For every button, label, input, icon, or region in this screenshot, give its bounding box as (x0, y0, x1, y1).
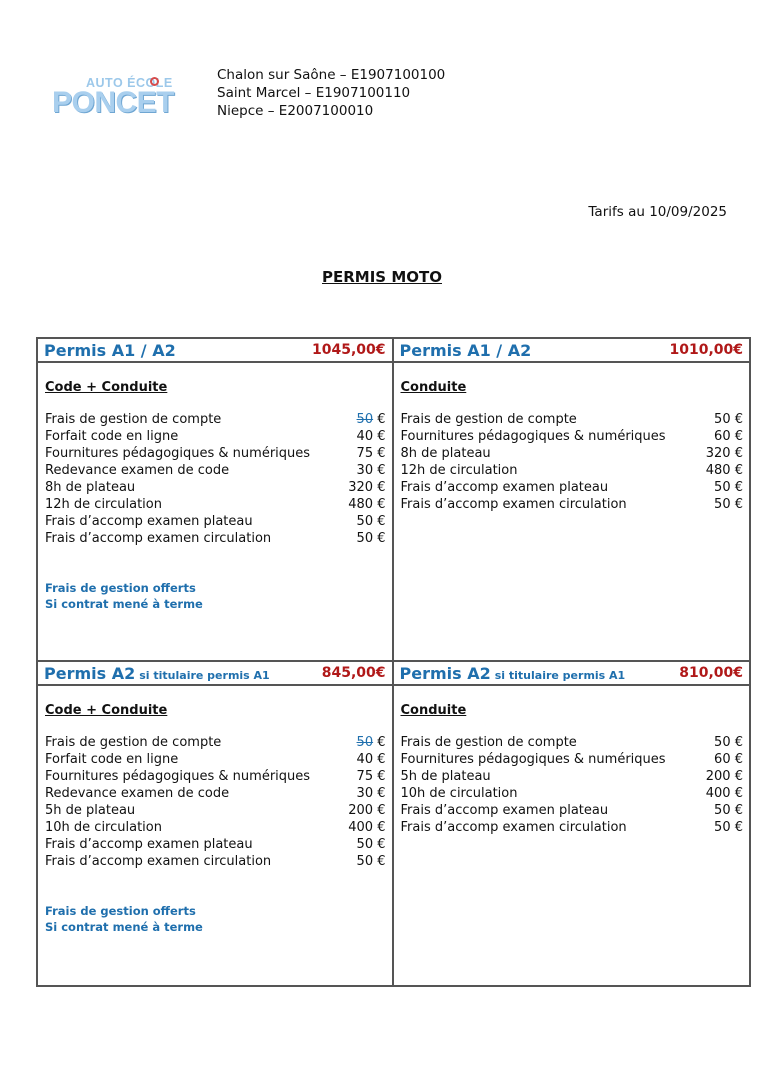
fee-amount (357, 734, 386, 751)
fee-amount (706, 462, 743, 479)
fee-currency: € (730, 497, 743, 512)
fee-list (401, 734, 744, 836)
fee-row (45, 496, 386, 513)
fee-row (401, 751, 744, 768)
fee-currency: € (373, 735, 386, 750)
logo-ring-icon (150, 77, 159, 86)
fee-amount (357, 768, 386, 785)
offer-name: Permis A2 (44, 663, 136, 683)
fee-value: 320 (705, 446, 731, 461)
fee-currency: € (373, 412, 386, 427)
fee-label: Frais d’accomp examen plateau (400, 803, 609, 818)
fee-currency: € (373, 752, 386, 767)
logo-top-text: AUTO ÉCOLE (86, 76, 173, 90)
fee-row (401, 785, 744, 802)
fee-row (401, 479, 744, 496)
fee-currency: € (373, 837, 386, 852)
fee-value: 480 (348, 497, 374, 512)
fee-amount (357, 513, 386, 530)
fee-row (45, 428, 386, 445)
fee-currency: € (730, 735, 743, 750)
pricing-card (38, 339, 394, 662)
offer-price: 1010,00€ (669, 342, 743, 358)
fee-row (45, 836, 386, 853)
fee-label: Frais d’accomp examen plateau (45, 514, 253, 529)
fee-label: 10h de circulation (400, 786, 518, 801)
fee-row (45, 411, 386, 428)
fee-label: 10h de circulation (45, 820, 162, 835)
fee-value: 400 (348, 820, 374, 835)
fee-currency: € (730, 463, 743, 478)
fee-value: 50 (356, 837, 374, 852)
fee-row (45, 479, 386, 496)
fee-value: 50 (356, 531, 374, 546)
logo-main-text: PONCET (52, 86, 175, 119)
pricing-grid (36, 337, 751, 987)
promo-note-line: Frais de gestion offerts (45, 904, 196, 918)
fee-amount (714, 479, 743, 496)
fee-row (45, 734, 386, 751)
card-header (394, 662, 750, 686)
fee-label: Fournitures pédagogiques & numériques (400, 752, 666, 767)
fee-row (45, 819, 386, 836)
fee-amount (706, 768, 743, 785)
fee-value: 50 (714, 803, 731, 818)
agency-line: Chalon sur Saône – E1907100100 (217, 67, 446, 83)
fee-value: 480 (705, 463, 731, 478)
fee-label: Frais d’accomp examen circulation (400, 820, 627, 835)
fee-amount (357, 530, 386, 547)
pricing-card (394, 662, 750, 985)
fee-row (401, 496, 744, 513)
fee-label: Redevance examen de code (45, 786, 230, 801)
fee-value: 60 (714, 429, 731, 444)
fee-row (401, 768, 744, 785)
promo-note (45, 581, 392, 612)
fee-label: 5h de plateau (45, 803, 136, 818)
fee-amount (714, 819, 743, 836)
fee-amount (348, 819, 385, 836)
agency-list (217, 66, 445, 120)
fee-value: 40 (356, 752, 374, 767)
fee-row (45, 751, 386, 768)
fee-currency: € (373, 446, 386, 461)
fee-amount (348, 479, 385, 496)
fee-label: Frais d’accomp examen plateau (45, 837, 253, 852)
fee-row (401, 445, 744, 462)
fee-value: 50 (356, 514, 374, 529)
fee-list (45, 411, 386, 547)
fee-value: 30 (356, 786, 374, 801)
fee-value: 50 (714, 497, 731, 512)
fee-row (401, 802, 744, 819)
fee-currency: € (730, 429, 743, 444)
offer-subtitle: si titulaire permis A1 (494, 668, 626, 682)
fee-amount (357, 445, 386, 462)
card-header (38, 662, 392, 686)
fee-label: Frais de gestion de compte (400, 412, 577, 427)
fee-currency: € (730, 412, 743, 427)
agency-line: Niepce – E2007100010 (217, 103, 374, 119)
fee-amount (714, 428, 743, 445)
offer-price: 845,00€ (321, 665, 386, 681)
promo-note-line: Frais de gestion offerts (45, 581, 196, 595)
fee-value: 320 (348, 480, 374, 495)
fee-value: 200 (705, 769, 731, 784)
fee-currency: € (373, 531, 386, 546)
fee-value: 75 (356, 446, 374, 461)
fee-amount (357, 751, 386, 768)
fee-row (401, 819, 744, 836)
offer-name: Permis A1 / A2 (399, 340, 532, 360)
fee-currency: € (730, 803, 743, 818)
fee-label: Frais de gestion de compte (45, 735, 222, 750)
fee-currency: € (730, 769, 743, 784)
fee-row (45, 445, 386, 462)
fee-currency: € (373, 480, 386, 495)
fee-amount (714, 411, 743, 428)
fee-row (45, 513, 386, 530)
tariff-date: Tarifs au 10/09/2025 (588, 204, 727, 220)
section-heading: Code + Conduite (45, 703, 168, 718)
fee-currency: € (373, 769, 386, 784)
fee-currency: € (730, 786, 743, 801)
fee-label: Fournitures pédagogiques & numériques (45, 446, 311, 461)
card-header (38, 339, 392, 363)
fee-row (401, 411, 744, 428)
fee-label: Frais d’accomp examen circulation (45, 854, 272, 869)
promo-note-line: Si contrat mené à terme (45, 919, 203, 934)
offer-name: Permis A1 / A2 (44, 340, 176, 360)
fee-label: Redevance examen de code (45, 463, 230, 478)
fee-value: 75 (356, 769, 374, 784)
fee-currency: € (373, 820, 386, 835)
fee-row (401, 428, 744, 445)
fee-label: Frais d’accomp examen plateau (400, 480, 609, 495)
fee-value: 60 (714, 752, 731, 767)
card-title (44, 664, 270, 683)
offer-price: 1045,00€ (311, 342, 386, 358)
fee-amount (357, 411, 386, 428)
fee-currency: € (730, 446, 743, 461)
fee-currency: € (730, 480, 743, 495)
fee-value: 50 (714, 480, 731, 495)
fee-value: 50 (356, 854, 374, 869)
fee-currency: € (373, 497, 386, 512)
fee-label: Fournitures pédagogiques & numériques (45, 769, 311, 784)
fee-amount (714, 751, 743, 768)
fee-amount (714, 496, 743, 513)
fee-label: 12h de circulation (45, 497, 162, 512)
card-title (400, 341, 536, 360)
fee-amount (348, 496, 385, 513)
fee-amount (357, 853, 386, 870)
fee-row (45, 530, 386, 547)
fee-label: Forfait code en ligne (45, 752, 179, 767)
fee-amount (714, 802, 743, 819)
fee-label: Frais d’accomp examen circulation (45, 531, 272, 546)
fee-label: Fournitures pédagogiques & numériques (400, 429, 666, 444)
fee-row (45, 462, 386, 479)
pricing-card (394, 339, 750, 662)
fee-currency: € (730, 752, 743, 767)
offer-price: 810,00€ (679, 665, 743, 681)
fee-label: Forfait code en ligne (45, 429, 179, 444)
fee-label: Frais d’accomp examen circulation (400, 497, 627, 512)
fee-value: 50 (356, 735, 374, 750)
card-title (400, 664, 626, 683)
fee-amount (348, 802, 385, 819)
fee-currency: € (730, 820, 743, 835)
agency-line: Saint Marcel – E1907100110 (217, 85, 411, 101)
fee-row (401, 462, 744, 479)
fee-row (45, 785, 386, 802)
fee-value: 50 (714, 412, 731, 427)
fee-row (45, 853, 386, 870)
card-title (44, 341, 180, 360)
fee-value: 30 (356, 463, 374, 478)
fee-label: Frais de gestion de compte (45, 412, 222, 427)
fee-row (45, 802, 386, 819)
offer-subtitle: si titulaire permis A1 (139, 668, 270, 682)
fee-currency: € (373, 514, 386, 529)
promo-note (45, 904, 392, 935)
fee-currency: € (373, 803, 386, 818)
fee-label: 5h de plateau (400, 769, 491, 784)
fee-value: 40 (356, 429, 374, 444)
fee-amount (706, 785, 743, 802)
logo (52, 76, 187, 124)
fee-label: 8h de plateau (400, 446, 491, 461)
page-title: PERMIS MOTO (322, 268, 442, 286)
fee-label: 8h de plateau (45, 480, 136, 495)
fee-value: 200 (348, 803, 374, 818)
fee-value: 50 (714, 735, 731, 750)
fee-currency: € (373, 854, 386, 869)
fee-list (401, 411, 744, 513)
fee-amount (706, 445, 743, 462)
fee-currency: € (373, 786, 386, 801)
fee-row (45, 768, 386, 785)
fee-amount (357, 428, 386, 445)
section-heading: Code + Conduite (45, 380, 168, 395)
fee-row (401, 734, 744, 751)
card-header (394, 339, 750, 363)
fee-amount (357, 836, 386, 853)
fee-amount (714, 734, 743, 751)
fee-amount (357, 462, 386, 479)
fee-label: 12h de circulation (400, 463, 518, 478)
fee-label: Frais de gestion de compte (400, 735, 577, 750)
section-heading: Conduite (400, 380, 467, 395)
fee-value: 50 (356, 412, 374, 427)
offer-name: Permis A2 (399, 663, 491, 683)
fee-list (45, 734, 386, 870)
fee-amount (357, 785, 386, 802)
fee-value: 400 (705, 786, 731, 801)
promo-note-line: Si contrat mené à terme (45, 596, 203, 611)
fee-currency: € (373, 429, 386, 444)
fee-currency: € (373, 463, 386, 478)
fee-value: 50 (714, 820, 731, 835)
pricing-card (38, 662, 394, 985)
section-heading: Conduite (400, 703, 467, 718)
